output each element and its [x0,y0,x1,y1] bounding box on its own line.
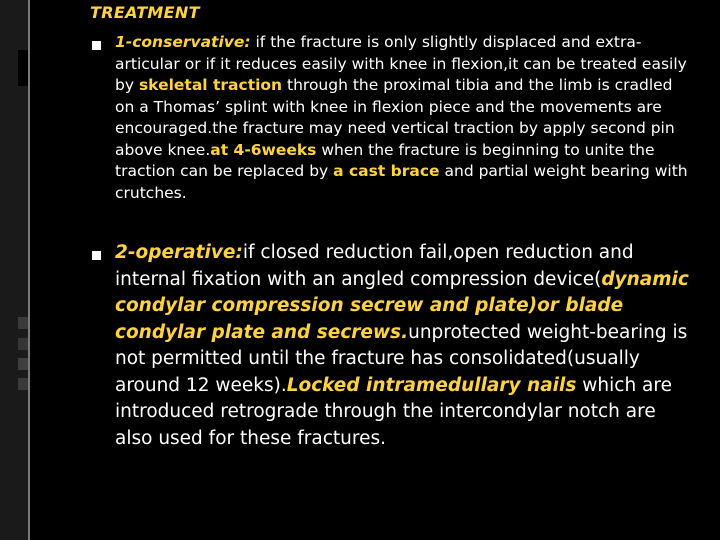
bullet-lead: 2-operative: [115,242,243,263]
highlight-text: Locked intramedullary nails [286,374,577,396]
square-bullet-icon [92,41,101,50]
highlight-text: at 4-6weeks [210,140,317,159]
body-text: if the fracture is only slightly displaced and extra-articular or if it reduces easily with knee in flexion,it can be treated easily by [115,33,687,94]
square-bullet-icon [92,251,101,260]
bullet-lead: 1-conservative: [115,33,251,51]
slide-title: TREATMENT [90,3,200,22]
body-text: if closed reduction fail,open reduction and internal fixation with an angled compression device( [115,242,634,290]
vertical-divider [28,0,30,540]
highlight-text: dynamic condylar compression secrew and plate)or blade condylar plate and secrews. [115,268,689,343]
body-text: which are introduced retrograde through the intercondylar notch are also used for these fractures. [115,374,672,449]
highlight-text: skeletal traction [138,76,283,94]
body-text: through the proximal tibia and the limb is cradled on a Thomas’ splint with knee in flexion piece and the movements are encouraged.the fracture may need vertical traction by apply second pin above knee. [115,76,675,159]
bullet-operative-text [115,240,690,452]
decor-square [18,358,28,370]
decor-square [18,317,28,329]
bullet-conservative-text [115,32,690,204]
decor-square [18,378,28,390]
highlight-text: a cast brace [333,162,440,180]
body-text: when the fracture is beginning to unite the traction can be replaced by [115,140,655,180]
body-text: and partial weight bearing with crutches. [115,162,688,202]
decor-square [18,50,28,86]
body-text: unprotected weight-bearing is not permitted until the fracture has consolidated(usually around 12 weeks). [115,321,688,396]
decor-square [18,338,28,350]
